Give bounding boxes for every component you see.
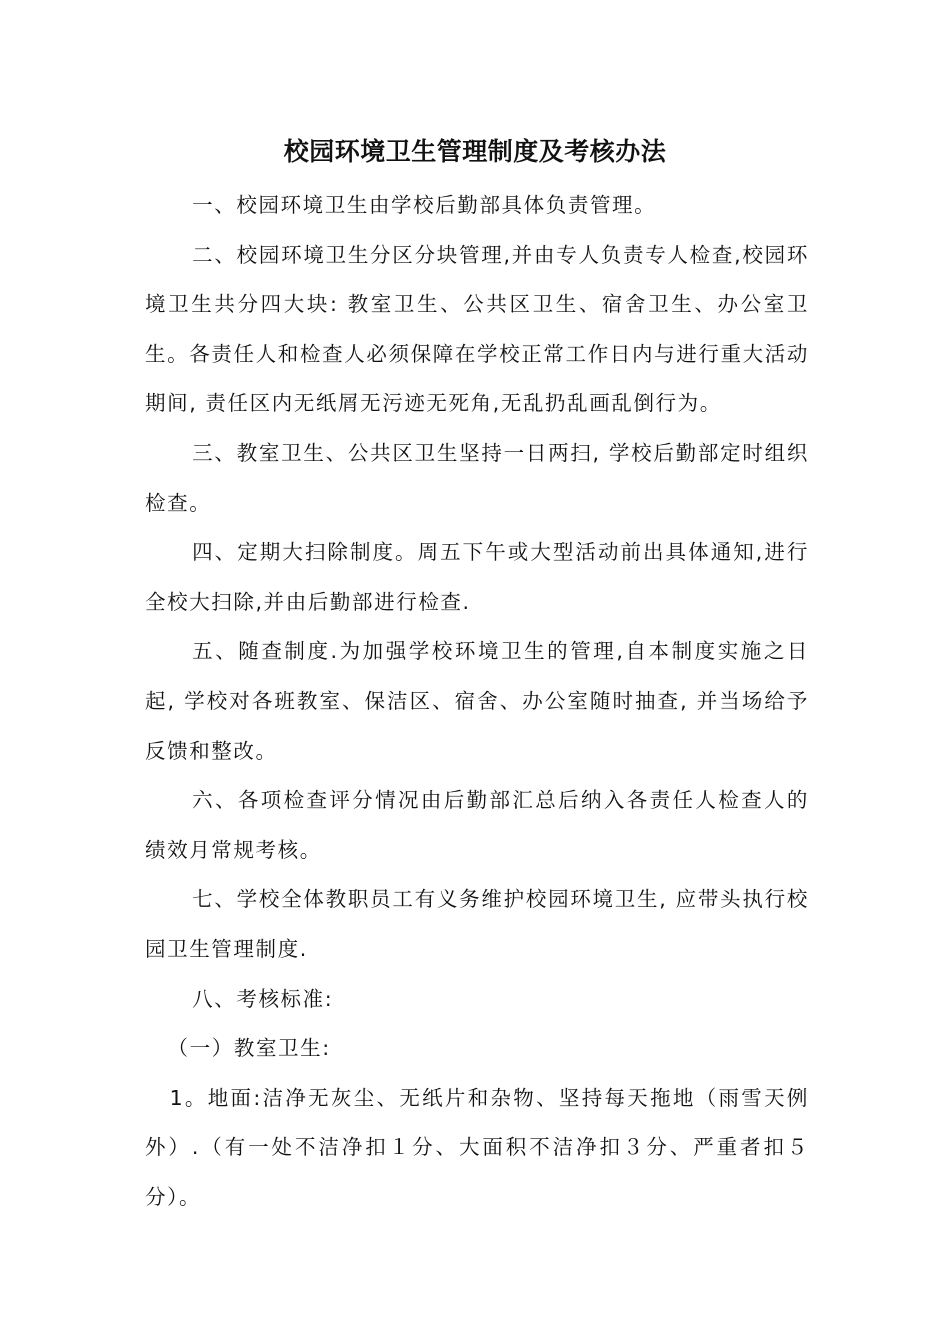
paragraph-2: 二、校园环境卫生分区分块管理,并由专人负责专人检查,校园环境卫生共分四大块: 教室卫生、公共区卫生、宿舍卫生、办公室卫生。各责任人和检查人必须保障在学校正常工作日内与进行重大活动期间, 责任区内无纸屑无污迹无死角,无乱扔乱画乱倒行为。 [145, 242, 809, 416]
document-body [145, 181, 809, 1222]
document-title: 校园环境卫生管理制度及考核办法 [283, 137, 667, 166]
paragraph-3: 三、教室卫生、公共区卫生坚持一日两扫, 学校后勤部定时组织检查。 [145, 440, 809, 515]
paragraph-4: 四、定期大扫除制度。周五下午或大型活动前出具体通知,进行全校大扫除,并由后勤部进行检查. [145, 540, 809, 614]
paragraph-7: 七、学校全体教职员工有义务维护校园环境卫生, 应带头执行校园卫生管理制度. [145, 887, 809, 961]
paragraph-1: 一、校园环境卫生由学校后勤部具体负责管理。 [192, 193, 657, 217]
paragraph-6: 六、各项检查评分情况由后勤部汇总后纳入各责任人检查人的绩效月常规考核。 [145, 788, 809, 862]
subheading-classroom: （一）教室卫生: [167, 1036, 331, 1061]
paragraph-5: 五、随查制度.为加强学校环境卫生的管理,自本制度实施之日起, 学校对各班教室、保洁区、宿舍、办公室随时抽查, 并当场给予反馈和整改。 [145, 639, 809, 763]
list-item-floor: 1。地面:洁净无灰尘、无纸片和杂物、坚持每天拖地（雨雪天例外）.（有一处不洁净扣１分、大面积不洁净扣３分、严重者扣５分）。 [145, 1085, 809, 1209]
paragraph-8: 八、考核标准: [192, 986, 334, 1011]
